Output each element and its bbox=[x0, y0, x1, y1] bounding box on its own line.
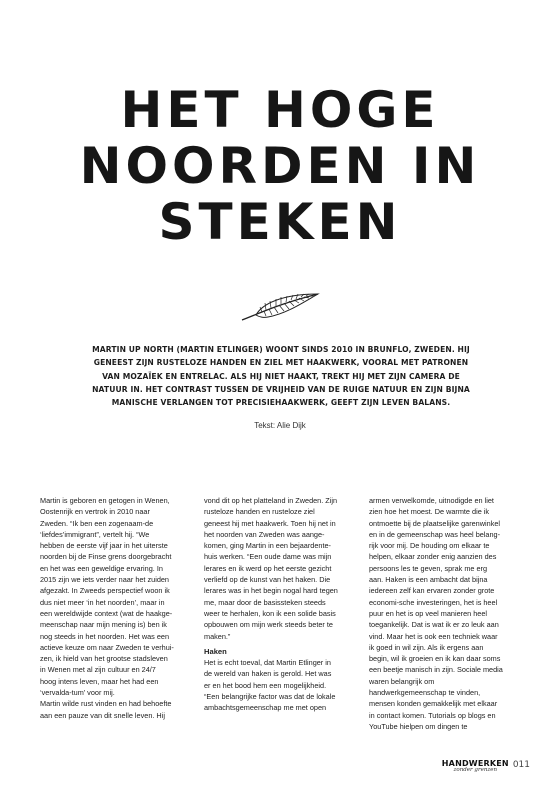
body-paragraph: vond dit op het platteland in Zweden. Zijn rusteloze handen en rusteloze ziel geneest hij met haakwerk. Toen hij net in het noorden van Zweden was aange-komen, ging Martin in een bejaardente-huis werken. “Een oude dame was mijn lerares en ik werd op het eerste gezicht verliefd op de kunst van het haken. Die lerares was in het begin nogal hard tegen me, maar door de basissteken steeds weer te herhalen, kon ik een solide basis opbouwen om mijn werk steeds beter te maken.” bbox=[204, 496, 338, 641]
section-heading: Haken bbox=[204, 646, 227, 656]
title-line-3: STEKEN bbox=[158, 193, 402, 251]
magazine-logo bbox=[442, 759, 509, 773]
column-2 bbox=[204, 495, 338, 714]
brand-name: HANDWERKEN bbox=[441, 759, 509, 768]
brand-tagline: zonder grenzen bbox=[453, 767, 498, 773]
page-number: 011 bbox=[512, 760, 530, 770]
body-paragraph: Het is echt toeval, dat Martin Etlinger in de wereld van haken is gerold. Het was er en het bood hem een mogelijkheid. “Een belangrijke factor was dat de lokale ambachtsgemeenschap me met open bbox=[204, 658, 336, 713]
feather-icon bbox=[238, 290, 322, 324]
intro-paragraph: MARTIN UP NORTH (MARTIN ETLINGER) WOONT SINDS 2010 IN BRUNFLO, ZWEDEN. HIJ GENEEST ZIJN RUSTELOZE HANDEN EN ZIEL MET HAAKWERK, VOORAL MET PATRONEN VAN MOZAÏEK EN ENTRELAC. ALS HIJ NIET HAAKT, TREKT HIJ MET ZIJN CAMERA DE NATUUR IN. HET CONTRAST TUSSEN DE VRIJHEID VAN DE RUIGE NATUUR EN ZIJN BIJNA MANISCHE VERLANGEN TOT PRECISIEHAAKWERK, GEEFT ZIJN LEVEN BALANS. bbox=[92, 345, 470, 408]
body-paragraph: armen verwelkomde, uitnodigde en liet zien hoe het moest. De warmte die ik ontmoette bij de plaatselijke garenwinkel en in de gemeenschap was heel belang-rijk voor mij. De houding om elkaar te helpen, elkaar zonder enig aanzien des persoons les te geven, sprak me erg aan. Haken is een ambacht dat bijna iedereen zelf kan ervaren zonder grote economi-sche investeringen, het is heel puur en het is op veel manieren heel toegankelijk. Dat is wat ik er zo leuk aan vind. Maar het is ook een techniek waar ik goed in wil zijn. Als ik ergens aan begin, wil ik groeien en ik kan daar soms een beetje manisch in zijn. Sociale media waren belangrijk om handwerkgemeenschap te vinden, mensen konden gemakkelijk met elkaar in contact komen. Tutorials op blogs en YouTube hielpen om dingen te bbox=[369, 496, 503, 731]
page-title bbox=[0, 82, 560, 250]
title-line-1: HET HOGE bbox=[120, 81, 440, 139]
title-line-2: NOORDEN IN bbox=[79, 137, 481, 195]
column-3 bbox=[369, 495, 503, 732]
column-1 bbox=[40, 495, 174, 721]
page-footer bbox=[442, 759, 530, 773]
body-paragraph: Martin wilde rust vinden en had behoefte aan een pauze van dit snelle leven. Hij bbox=[40, 699, 172, 720]
body-paragraph: Martin is geboren en getogen in Wenen, Oostenrijk en vertrok in 2010 naar Zweden. “Ik ben een zogenaam-de ‘liefdes’immigrant”, vertelt hij. “We hebben de eerste vijf jaar in het uiterste noorden bij de Finse grens doorgebracht en het was een geweldige ervaring. In 2015 zijn we iets verder naar het zuiden afgezakt. In Zweeds perspectief woon ik dus niet meer ‘in het noorden’, maar in een wereldwijde context (wat de haakge-meenschap naar mijn mening is) ben ik nog steeds in het noorden. Het was een actieve keuze om naar Zweden te verhui-zen, ik hield van het grootse stadsleven in Wenen met al zijn cultuur en 24/7 hoog intens leven, maar het had een ‘vervalda-tum’ voor mij. bbox=[40, 496, 174, 698]
byline: Tekst: Alie Dijk bbox=[254, 421, 306, 430]
